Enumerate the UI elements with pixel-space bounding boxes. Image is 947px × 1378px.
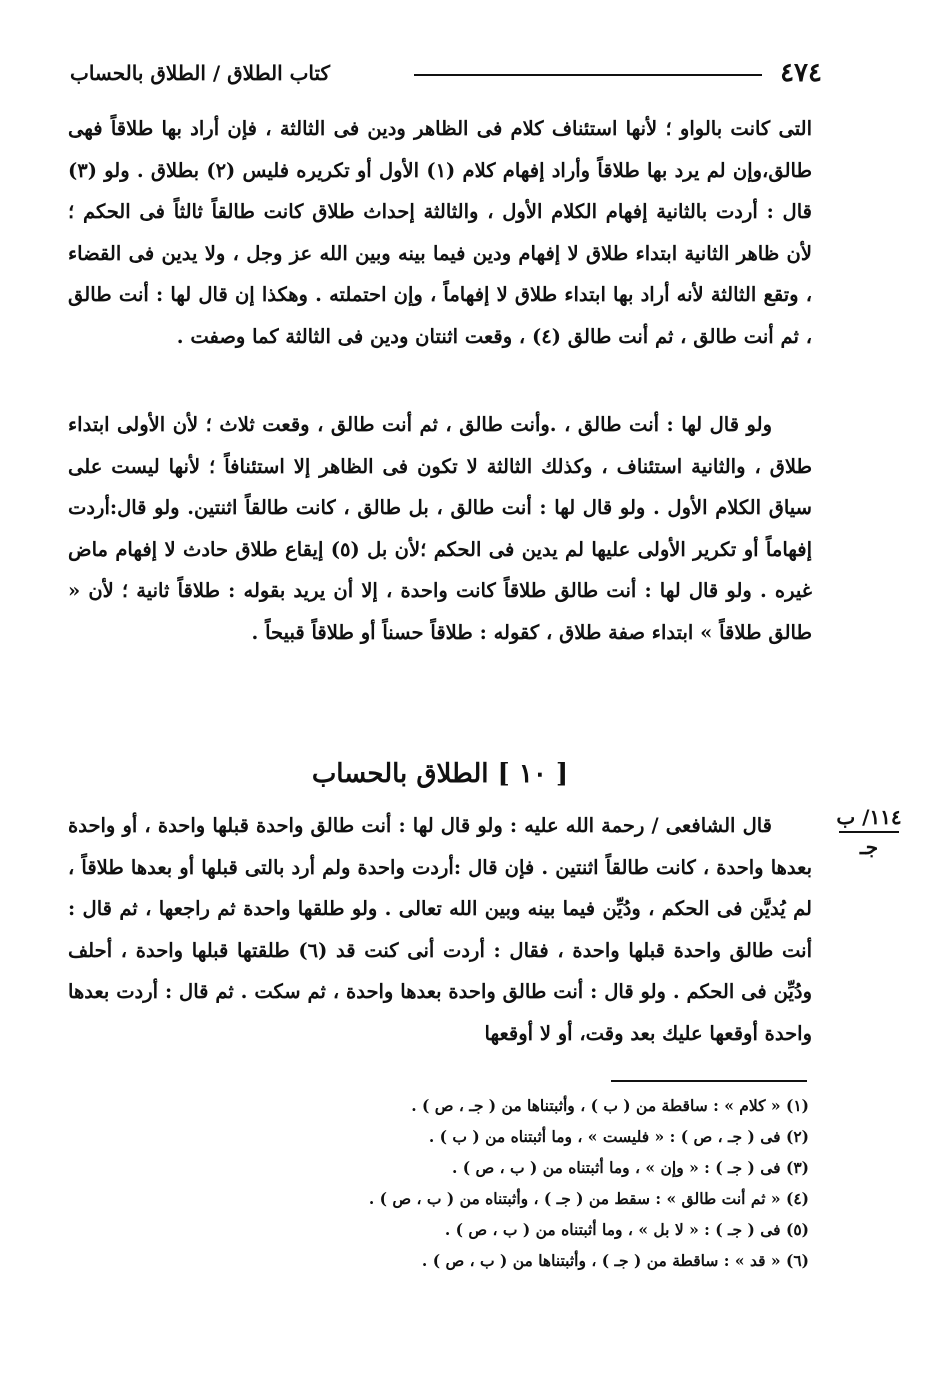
paragraph-text: التى كانت بالواو ؛ لأنها استئناف كلام فى الظاهر ودين فى الثالثة ، فإن أراد بها طلاقاً فهى طالق،وإن لم يرد بها طلاقاً وأراد إفهام كلام (١) الأول أو تكريره فليس (٢) بطلاق . ولو (٣) قال : أردت بالثانية إفهام الكلام الأول ، والثالثة إحداث طلاق كانت طالقاً ثالثاً فى الحكم ؛ لأن ظاهر الثانية ابتداء طلاق لا إفهام ودين فيما بينه وبين الله عز وجل ، ولا يدين فى القضاء ، وتقع الثالثة لأنه أراد بها ابتداء طلاق لا إفهاماً ، وإن احتملته . وهكذا إن قال لها : أنت طالق ، ثم أنت طالق ، ثم أنت طالق (٤) ، وقعت اثنتان ودين فى الثالثة كما وصفت . [68, 117, 812, 348]
footnote: (٥) فى ( جـ ) : « لا بل » ، وما أثبتناه من ( ب ، ص ) . [444, 1220, 809, 1239]
footnote-separator [611, 1080, 807, 1082]
footnotes [249, 1090, 809, 1276]
folio-reference: ١١٤/ ب [836, 805, 902, 829]
header-rule [414, 74, 762, 76]
section-heading: [ ١٠ ] الطلاق بالحساب [311, 759, 569, 789]
margin-note [835, 803, 903, 861]
manuscript-siglum: جـ [859, 835, 879, 859]
footnote: (٣) فى ( جـ ) : « وإن » ، وما أثبتناه من ( ب ، ص ) . [451, 1158, 809, 1177]
paragraph-1 [68, 108, 812, 357]
running-title: كتاب الطلاق / الطلاق بالحساب [70, 61, 331, 85]
paragraph-text: قال الشافعى / رحمة الله عليه : ولو قال لها : أنت طالق واحدة قبلها واحدة ، أو واحدة بعدها واحدة ، كانت طالقاً اثنتين . فإن قال :أردت واحدة ولم أرد بالتى قبلها أو بعدها طلاقاً ، لم يُديَّن فى الحكم ، ودُيِّن فيما بينه وبين الله تعالى . ولو طلقها واحدة ثم راجعها ، ثم قال : أنت طالق واحدة قبلها واحدة ، فقال : أردت أنى كنت قد (٦) طلقتها قبلها واحدة ، أحلف ودُيِّن فى الحكم . ولو قال : أنت طالق واحدة بعدها واحدة ، ثم سكت . ثم قال : أردت بعدها واحدة أوقعها عليك بعد وقت، أو لا أوقعها [68, 814, 812, 1045]
footnote: (٢) فى ( جـ ، ص ) : « فليست » ، وما أثبتناه من ( ب ) . [428, 1127, 809, 1146]
running-header [70, 56, 822, 92]
footnote: (٤) « ثم أنت طالق » : سقط من ( جـ ) ، وأثبتناه من ( ب ، ص ) . [368, 1189, 809, 1208]
footnote: (٦) « قد » : ساقطة من ( جـ ) ، وأثبتناها من ( ب ، ص ) . [421, 1251, 809, 1270]
page-number: ٤٧٤ [780, 58, 822, 88]
paragraph-3 [68, 805, 812, 1054]
paragraph-text: ولو قال لها : أنت طالق ، .وأنت طالق ، ثم أنت طالق ، وقعت ثلاث ؛ لأن الأولى ابتداء طلاق ، والثانية استئناف ، وكذلك الثالثة لا تكون فى الظاهر إلا استئنافاً ؛ لأنها ليست على سياق الكلام الأول . ولو قال لها : أنت طالق ، بل طالق ، كانت طالقاً اثنتين. ولو قال:أردت إفهاماً أو تكرير الأولى عليها لم يدين فى الحكم ؛لأن بل (٥) إيقاع طلاق حادث لا إفهام ماض غيره . ولو قال لها : أنت طالق طلاقاً كانت واحدة ، إلا أن يريد بقوله : طلاقاً ثانية ؛ لأن « طالق طلاقاً » ابتداء صفة طلاق ، كقوله : طلاقاً حسناً أو طلاقاً قبيحاً . [68, 413, 812, 644]
margin-note-rule [839, 831, 899, 833]
footnote: (١) « كلام » : ساقطة من ( ب ) ، وأثبتناها من ( جـ ، ص ) . [411, 1096, 809, 1115]
paragraph-2 [68, 404, 812, 653]
